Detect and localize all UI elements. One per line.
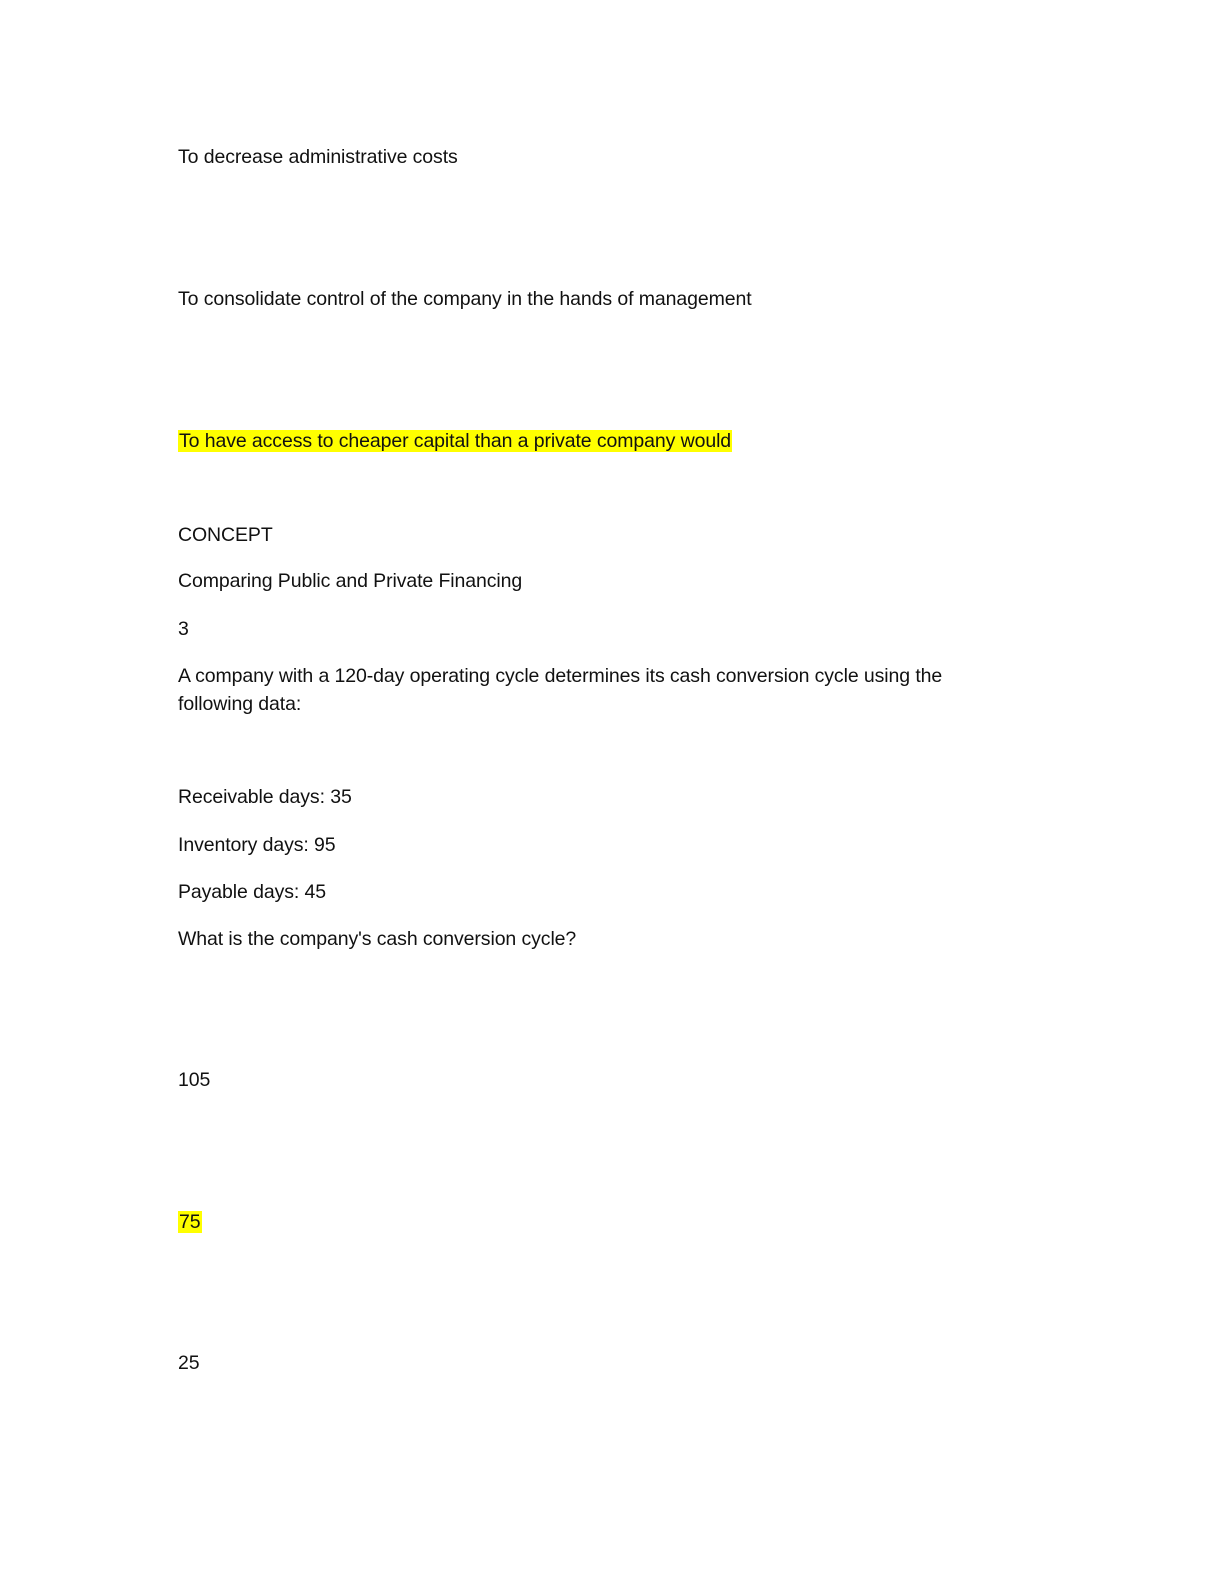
data-line-receivable: Receivable days: 35: [178, 786, 352, 808]
answer-option-text: To decrease administrative costs: [178, 146, 458, 168]
data-line-inventory: Inventory days: 95: [178, 834, 336, 856]
answer-option: [178, 143, 458, 171]
answer-option: [178, 285, 752, 313]
answer-option-correct: [178, 427, 732, 455]
data-line-payable: Payable days: 45: [178, 881, 327, 903]
concept-label: CONCEPT: [178, 524, 273, 546]
answer-option-correct: [178, 1208, 202, 1236]
highlighted-answer-text: 75: [179, 1211, 201, 1233]
highlighted-answer-text: To have access to cheaper capital than a private company would: [179, 430, 732, 452]
answer-option: [178, 1349, 200, 1377]
concept-name: Comparing Public and Private Financing: [178, 570, 523, 592]
answer-option-text: To consolidate control of the company in the hands of management: [178, 288, 752, 310]
question-number: 3: [178, 618, 189, 640]
answer-option-text: 105: [178, 1069, 211, 1091]
question-text: A company with a 120-day operating cycle determines its cash conversion cycle using the following data:: [178, 665, 943, 715]
question-prompt: What is the company's cash conversion cycle?: [178, 928, 577, 950]
answer-option-text: 25: [178, 1352, 200, 1374]
answer-option: [178, 1066, 210, 1094]
